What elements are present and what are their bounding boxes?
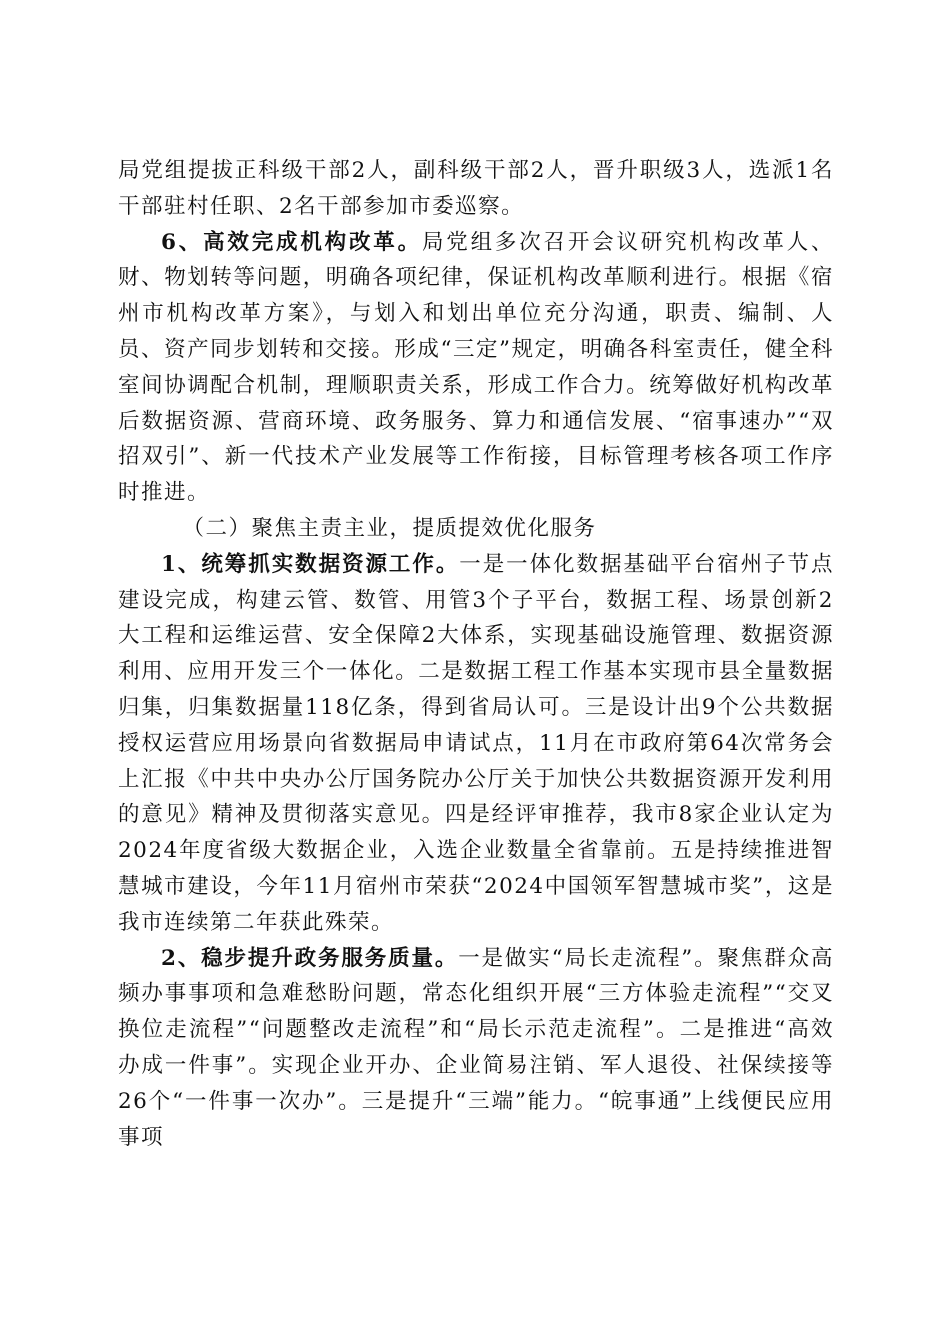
paragraph-text: 一是做实“局长走流程”。聚焦群众高频办事事项和急难愁盼问题，常态化组织开展“三方体验走流程”“交叉换位走流程”“问题整改走流程”和“局长示范走流程”。二是推进“高效办成一件事”。实现企业开办、企业简易注销、军人退役、社保续接等26个“一件事一次办”。三是提升“三端”能力。“皖事通”上线便民应用事项 <box>118 945 834 1150</box>
paragraph-government-services <box>118 941 834 1156</box>
paragraph-data-resources <box>118 547 834 941</box>
paragraph-heading: 1、统筹抓实数据资源工作。 <box>161 551 460 577</box>
paragraph-heading: 2、稳步提升政务服务质量。 <box>161 945 459 971</box>
paragraph-institutional-reform <box>118 225 834 511</box>
paragraph-text: 局党组提拔正科级干部2人，副科级干部2人，晋升职级3人，选派1名干部驻村任职、2名干部参加市委巡察。 <box>118 158 834 219</box>
paragraph-text: 一是一体化数据基础平台宿州子节点建设完成，构建云管、数管、用管3个子平台，数据工程、场景创新2大工程和运维运营、安全保障2大体系，实现基础设施管理、数据资源利用、应用开发三个一体化。二是数据工程工作基本实现市县全量数据归集，归集数据量118亿条，得到省局认可。三是设计出9个公共数据授权运营应用场景向省数据局申请试点，11月在市政府第64次常务会上汇报《中共中央办公厅国务院办公厅关于加快公共数据资源开发利用的意见》精神及贯彻落实意见。四是经评审推荐，我市8家企业认定为2024年度省级大数据企业，入选企业数量全省靠前。五是持续推进智慧城市建设，今年11月宿州市荣获“2024中国领军智慧城市奖”，这是我市连续第二年获此殊荣。 <box>118 551 834 935</box>
section-heading: （二）聚焦主责主业，提质提效优化服务 <box>182 515 597 541</box>
paragraph-heading: 6、高效完成机构改革。 <box>161 229 422 255</box>
paragraph-text: 局党组多次召开会议研究机构改革人、财、物划转等问题，明确各项纪律，保证机构改革顺利进行。根据《宿州市机构改革方案》，与划入和划出单位充分沟通，职责、编制、人员、资产同步划转和交接。形成“三定”规定，明确各科室责任，健全科室间协调配合机制，理顺职责关系，形成工作合力。统筹做好机构改革后数据资源、营商环境、政务服务、算力和通信发展、“宿事速办”“双招双引”、新一代技术产业发展等工作衔接，目标管理考核各项工作序时推进。 <box>118 229 834 506</box>
document-page <box>118 153 834 1155</box>
paragraph-cadre-promotion <box>118 153 834 225</box>
